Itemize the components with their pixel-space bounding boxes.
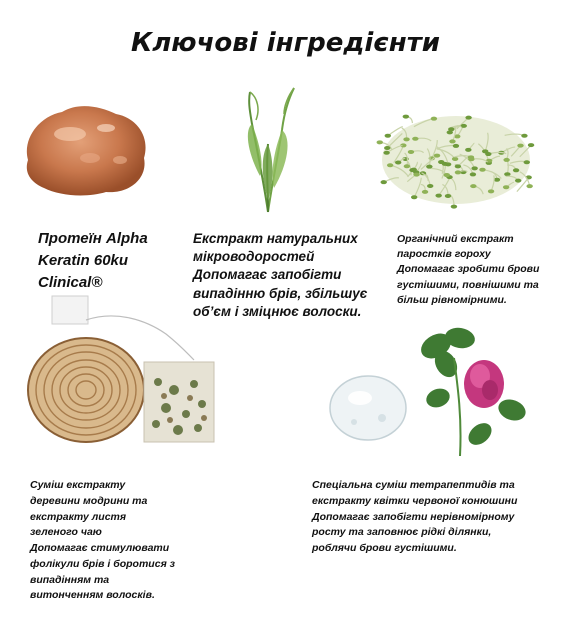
sprout-leaf <box>448 127 454 131</box>
caption-line: Допомагає запобігти <box>193 267 342 283</box>
microalgae-icon <box>238 84 308 214</box>
caption-line: об’єм і зміцнює волоски. <box>193 303 362 319</box>
sprout-leaf <box>404 164 410 168</box>
caption-line: паростків гороху <box>397 248 491 261</box>
sprout-leaf <box>413 173 419 177</box>
clover-flower <box>464 360 504 408</box>
sprout-leaf <box>504 172 510 176</box>
caption-line: витонченням волосків. <box>30 589 155 602</box>
sprout-leaf <box>427 184 433 188</box>
caption-line: густішими, повнішими та <box>397 278 539 291</box>
sprout-leaf <box>453 144 459 148</box>
sprout-leaf <box>412 137 418 141</box>
sprout-leaf <box>470 184 476 188</box>
sprout-leaf <box>445 194 451 198</box>
sprout-leaf <box>528 143 534 147</box>
caption-line: випадінням та <box>30 573 110 586</box>
sprout-leaf <box>411 195 417 199</box>
sprout-leaf <box>455 164 461 168</box>
caption-line: Допомагає запобігти нерівномірному <box>312 510 515 523</box>
sprout-leaf <box>451 205 457 209</box>
ingredient-caption-larch-tea <box>30 478 210 604</box>
ingredient-caption-microalgae <box>193 230 383 321</box>
sprout-leaf <box>517 144 523 148</box>
sprout-leaf <box>503 185 509 189</box>
caption-line: зеленого чаю <box>30 526 102 539</box>
sprout-leaf <box>465 148 471 152</box>
caption-line: екстракту листя <box>30 510 127 523</box>
caption-line: більш рівномірними. <box>397 293 507 306</box>
sprout-leaf <box>471 166 477 170</box>
caption-line: фолікули брів і боротися з <box>30 557 176 570</box>
sprout-leaf <box>409 168 415 172</box>
ingredient-caption-pea-sprouts <box>397 232 567 308</box>
page-title: Ключові інгредієнти <box>131 28 440 58</box>
caption-line: Спеціальна суміш тетрапептидів та <box>312 479 515 491</box>
ingredient-caption-keratin <box>38 228 178 293</box>
serum-drop <box>330 376 406 440</box>
pea-sprouts-icon <box>378 100 534 210</box>
caption-line: випадінню брів, збільшує <box>193 285 368 301</box>
caption-line: Допомагає стимулювати <box>30 542 170 554</box>
caption-line: мікроводоростей <box>193 249 315 265</box>
keratin-gel-icon <box>20 98 150 198</box>
sprout-leaf <box>468 155 474 159</box>
sprout-leaf <box>526 184 532 188</box>
red-clover-serum-icon <box>326 318 536 458</box>
sprout-leaf <box>384 146 390 150</box>
ingredient-caption-red-clover <box>312 478 570 557</box>
caption-line: екстракту квітки червоної конюшини <box>312 494 518 507</box>
sprout-leaf <box>435 194 441 198</box>
caption-line: росту та заповнює рідкі ділянки, <box>312 526 492 539</box>
sprout-leaf <box>513 168 519 172</box>
sprout-leaf <box>485 152 491 156</box>
sprout-leaf <box>431 117 437 121</box>
sprout-leaf <box>403 137 409 141</box>
sprout-leaf <box>465 116 471 120</box>
sprout-leaf <box>455 170 461 174</box>
sprout-leaf <box>422 190 428 194</box>
caption-line: деревини модрини та <box>30 494 148 507</box>
sprout-leaf <box>377 140 383 144</box>
sprout-leaf <box>503 158 509 162</box>
sprout-leaf <box>521 134 527 138</box>
caption-line: Суміш екстракту <box>30 479 126 491</box>
caption-line: Допомагає зробити брови <box>397 263 540 276</box>
caption-line: Екстракт натуральних <box>193 231 358 246</box>
sprout-leaf <box>381 180 387 184</box>
sprout-leaf <box>387 163 393 167</box>
sprout-leaf <box>383 151 389 155</box>
sprout-leaf <box>479 168 485 172</box>
caption-line: Органічний екстракт <box>397 233 514 245</box>
sprout-leaf <box>452 157 458 161</box>
sprout-leaf <box>449 139 455 143</box>
caption-line: Протеїн Alpha <box>38 230 148 247</box>
sprout-leaf <box>395 161 401 165</box>
sprout-leaf <box>461 124 467 128</box>
caption-line: Clinical® <box>38 273 103 291</box>
sprout-leaf <box>445 162 451 166</box>
caption-line: роблячи брови густішими. <box>312 542 457 554</box>
wood-slice <box>28 338 144 442</box>
sprout-leaf <box>408 150 414 154</box>
sprout-leaf <box>488 189 494 193</box>
sprout-leaf <box>385 134 391 138</box>
sprout-leaf <box>515 179 521 183</box>
sprout-leaf <box>403 115 409 119</box>
sprout-leaf <box>524 160 530 164</box>
sprout-leaf <box>444 173 450 177</box>
caption-line: Keratin 60ku <box>38 251 129 269</box>
sprout-leaf <box>470 172 476 176</box>
sprout-leaf <box>434 154 440 158</box>
